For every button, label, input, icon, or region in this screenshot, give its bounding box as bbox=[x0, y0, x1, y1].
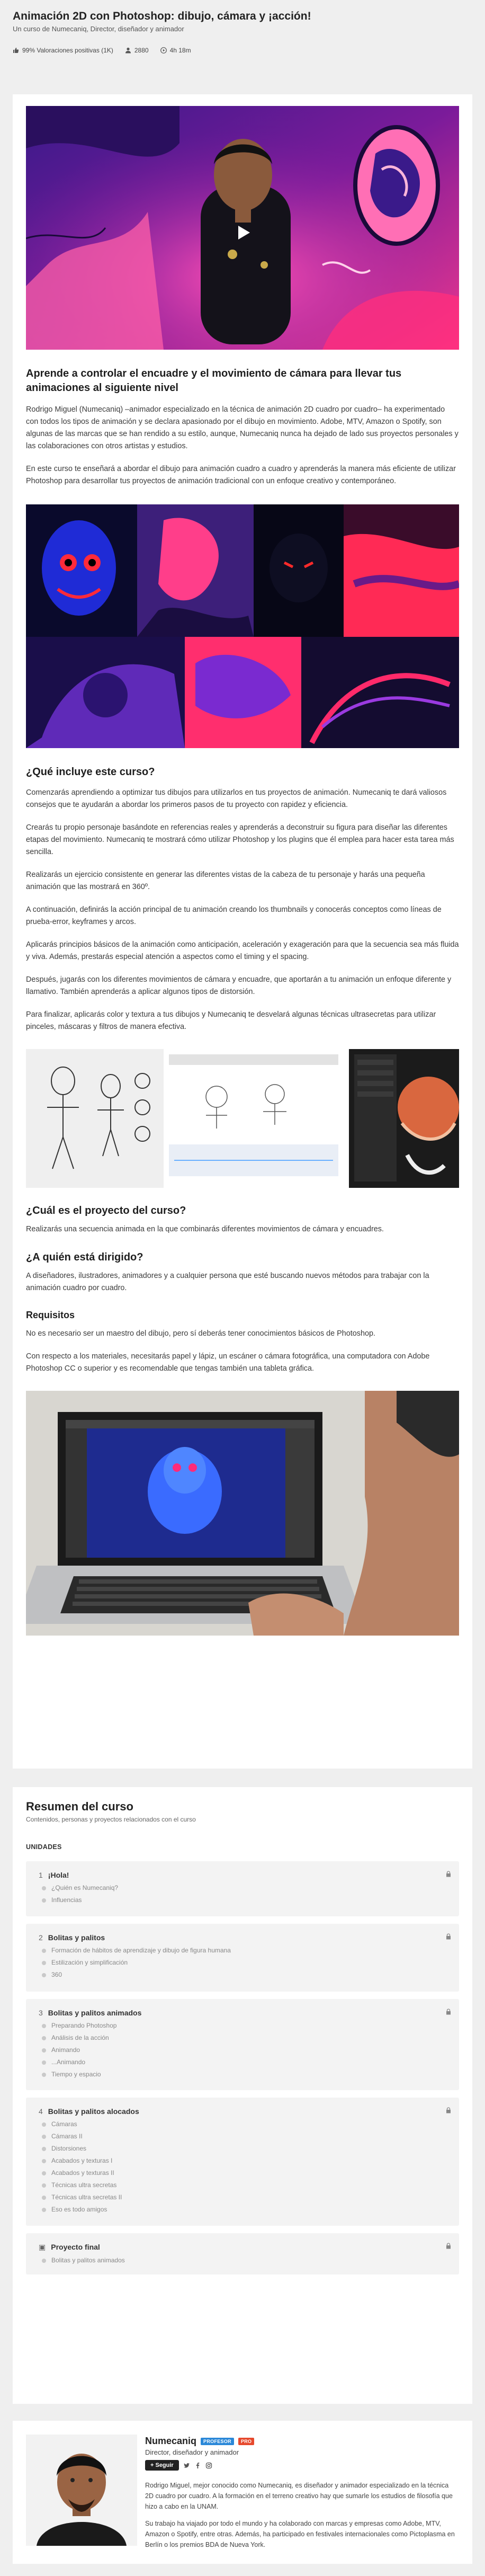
unit-name: Proyecto final bbox=[51, 2243, 100, 2251]
includes-paragraph-6: Después, jugarás con los diferentes movimientos de cámara y encuadre, que aportarán a tu animación un enfoque diferente y llamativo. También aprenderás a aplicar algunos tipos de distorsión. bbox=[26, 975, 452, 996]
lesson-item[interactable]: Cámaras bbox=[39, 2120, 446, 2128]
lesson-item[interactable]: ¿Quién es Numecaniq? bbox=[39, 1884, 446, 1891]
lock-icon bbox=[445, 1933, 452, 1940]
includes-paragraph-4: A continuación, definirás la acción principal de tu animación creando los thumbnails y conocerás conceptos como líneas de prueba-error, keyframes y arcos. bbox=[26, 905, 442, 926]
audience-text: A diseñadores, ilustradores, animadores y a cualquier persona que esté buscando nuevos métodos para trabajar con la animación cuadro por cuadro. bbox=[26, 1272, 429, 1292]
requirements-paragraph-1: No es necesario ser un maestro del dibujo, pero sí deberás tener conocimientos básicos de Photoshop. bbox=[26, 1329, 375, 1338]
process-illustration bbox=[26, 1049, 459, 1188]
project-icon: ▣ bbox=[39, 2243, 46, 2251]
lesson-item[interactable]: Bolitas y palitos animados bbox=[39, 2257, 446, 2264]
intro-heading: Aprende a controlar el encuadre y el movimiento de cámara para llevar tus animaciones al siguiente nivel bbox=[26, 368, 402, 394]
lock-icon bbox=[445, 2009, 452, 2015]
follow-button[interactable]: + Seguir bbox=[145, 2460, 179, 2471]
laptop-illustration bbox=[26, 1391, 459, 1636]
students-stat bbox=[125, 47, 149, 54]
process-image bbox=[26, 1049, 459, 1188]
unit-number: 2 bbox=[39, 1933, 43, 1942]
ratings-text: 99% Valoraciones positivas (1K) bbox=[22, 47, 113, 54]
unit-name: ¡Hola! bbox=[48, 1871, 69, 1879]
unit-number: 1 bbox=[39, 1871, 43, 1879]
unit-name: Bolitas y palitos alocados bbox=[48, 2107, 139, 2116]
unit-title bbox=[39, 2009, 446, 2017]
lesson-item[interactable]: Influencias bbox=[39, 1896, 446, 1904]
unit-title bbox=[39, 2107, 446, 2116]
lesson-item[interactable]: Cámaras II bbox=[39, 2133, 446, 2140]
teacher-bio-1: Rodrigo Miguel, mejor conocido como Numecaniq, es diseñador y animador especializado en la técnica 2D cuadro por cuadro. A la formación en el terreno creativo hay que sumarle los estudios de filosofía que hizo a cabo en la UNAM. bbox=[145, 2482, 453, 2510]
course-summary-card bbox=[13, 1787, 472, 2404]
audience-heading: ¿A quién está dirigido? bbox=[26, 1251, 143, 1263]
user-icon bbox=[125, 47, 131, 54]
lesson-item[interactable]: Técnicas ultra secretas II bbox=[39, 2193, 446, 2201]
includes-paragraph-2: Crearás tu propio personaje basándote en referencias reales y aprenderás a deconstruir su figura para diseñar las diferentes etapas del movimiento. Numecaniq te mostrará cómo utilizar Photoshop y los plugins que él emplea para hacer esta tarea más sencilla. bbox=[26, 823, 454, 856]
teacher-name[interactable]: Numecaniq bbox=[145, 2436, 197, 2446]
unit-number: 3 bbox=[39, 2009, 43, 2017]
lesson-item[interactable]: Técnicas ultra secretas bbox=[39, 2181, 446, 2189]
lesson-item[interactable]: 360 bbox=[39, 1971, 446, 1978]
lesson-item[interactable]: Distorsiones bbox=[39, 2145, 446, 2152]
unit-4[interactable] bbox=[26, 2098, 459, 2226]
video-player[interactable] bbox=[26, 106, 459, 350]
final-project-unit[interactable] bbox=[26, 2233, 459, 2275]
course-description-card bbox=[13, 94, 472, 1769]
facebook-icon[interactable] bbox=[194, 2462, 201, 2469]
unit-title bbox=[39, 1871, 446, 1879]
thumbs-up-icon bbox=[13, 47, 19, 54]
includes-paragraph-3: Realizarás un ejercicio consistente en generar las diferentes vistas de la cabeza de tu personaje y harás una pequeña animación que las mostrará en 360º. bbox=[26, 870, 425, 891]
lesson-item[interactable]: Animando bbox=[39, 2046, 446, 2054]
duration-text: 4h 18m bbox=[169, 47, 191, 54]
lesson-item[interactable]: ...Animando bbox=[39, 2058, 446, 2066]
lesson-item[interactable]: Análisis de la acción bbox=[39, 2034, 446, 2041]
includes-paragraph-5: Aplicarás principios básicos de la animación como anticipación, aceleración y exageración para que la secuencia sea más fluida y viva. Además, prestarás especial atención a aspectos como el timing y el spacing. bbox=[26, 940, 459, 961]
play-icon[interactable] bbox=[236, 225, 252, 241]
teacher-badge: PROFESOR bbox=[201, 2438, 234, 2445]
project-text: Realizarás una secuencia animada en la que combinarás diferentes movimientos de cámara y encuadres. bbox=[26, 1225, 384, 1233]
course-title: Animación 2D con Photoshop: dibujo, cámara y ¡acción! bbox=[13, 10, 311, 22]
artwork-collage-image bbox=[26, 504, 459, 748]
unit-3[interactable] bbox=[26, 1999, 459, 2090]
teacher-role: Director, diseñador y animador bbox=[145, 2448, 239, 2456]
unit-number: 4 bbox=[39, 2107, 43, 2116]
requirements-paragraph-2: Con respecto a los materiales, necesitarás papel y lápiz, un escáner o cámara fotográfica, una computadora con Adobe Photoshop CC o superior y es recomendable que tengas también una tableta gráfica. bbox=[26, 1352, 430, 1373]
unit-2[interactable] bbox=[26, 1924, 459, 1992]
lesson-item[interactable]: Estilización y simplificación bbox=[39, 1959, 446, 1966]
includes-heading: ¿Qué incluye este curso? bbox=[26, 766, 155, 778]
summary-subtitle: Contenidos, personas y proyectos relacionados con el curso bbox=[26, 1816, 196, 1823]
requirements-heading: Requisitos bbox=[26, 1310, 75, 1320]
intro-paragraph-1: Rodrigo Miguel (Numecaniq) –animador especializado en la técnica de animación 2D cuadro por cuadro– ha experimentado con todos los tipos de animación y se declara apasionado por el dibujo en movimiento. Adobe, MTV, Amazon o Spotify, son algunas de las marcas que se han rendido a su estilo, aunque, Numecaniq nunca ha dejado de lado sus proyectos personales y las colaboraciones con otros artistas y estudios. bbox=[26, 405, 459, 450]
teacher-card bbox=[13, 2421, 472, 2564]
includes-paragraph-1: Comenzarás aprendiendo a optimizar tus dibujos para utilizarlos en tus proyectos de animación. Numecaniq te dará valiosos consejos que te ayudarán a abordar los primeros pasos de tu proyecto con rapidez y eficiencia. bbox=[26, 788, 447, 809]
project-heading: ¿Cuál es el proyecto del curso? bbox=[26, 1205, 186, 1216]
play-circle-icon bbox=[160, 47, 167, 54]
duration-stat bbox=[160, 47, 191, 54]
course-subtitle: Un curso de Numecaniq, Director, diseñador y animador bbox=[13, 25, 184, 33]
collage-illustration bbox=[26, 504, 459, 748]
instagram-icon[interactable] bbox=[205, 2462, 212, 2469]
unit-title bbox=[39, 1933, 446, 1942]
teacher-avatar[interactable] bbox=[26, 2435, 137, 2546]
unit-1[interactable] bbox=[26, 1861, 459, 1916]
unit-name: Bolitas y palitos animados bbox=[48, 2009, 142, 2017]
pro-badge: PRO bbox=[238, 2438, 254, 2445]
unit-title bbox=[39, 2243, 446, 2252]
includes-paragraph-7: Para finalizar, aplicarás color y textura a tus dibujos y Numecaniq te desvelará algunas técnicas ultrasecretas para utilizar pinceles, máscaras y filtros de manera efectiva. bbox=[26, 1010, 436, 1031]
units-label: UNIDADES bbox=[26, 1843, 62, 1851]
teacher-name-row bbox=[145, 2436, 254, 2447]
teacher-actions bbox=[145, 2460, 212, 2471]
lesson-item[interactable]: Eso es todo amigos bbox=[39, 2206, 446, 2213]
lesson-item[interactable]: Formación de hábitos de aprendizaje y dibujo de figura humana bbox=[39, 1947, 446, 1954]
ratings-stat bbox=[13, 47, 113, 54]
intro-paragraph-2: En este curso te enseñará a abordar el dibujo para animación cuadro a cuadro y aprenderás la manera más eficiente de utilizar Photoshop para desarrollar tus proyectos de animación tradicional con un enfoque creativo y contemporáneo. bbox=[26, 465, 456, 485]
students-count: 2880 bbox=[134, 47, 149, 54]
course-stats bbox=[13, 47, 472, 54]
course-header bbox=[0, 0, 485, 69]
lesson-item[interactable]: Acabados y texturas II bbox=[39, 2169, 446, 2177]
unit-name: Bolitas y palitos bbox=[48, 1933, 105, 1942]
teacher-bio-2: Su trabajo ha viajado por todo el mundo y ha colaborado con marcas y empresas como Adobe, MTV, Amazon o Spotify, entre otras. Además, ha participado en festivales internacionales como Pictoplasma en Berlín o los premios BDA de Nueva York. bbox=[145, 2520, 455, 2548]
twitter-icon[interactable] bbox=[183, 2462, 190, 2469]
lock-icon bbox=[445, 1871, 452, 1877]
lock-icon bbox=[445, 2243, 452, 2249]
summary-title: Resumen del curso bbox=[26, 1800, 133, 1813]
laptop-photo bbox=[26, 1391, 459, 1636]
lesson-item[interactable]: Tiempo y espacio bbox=[39, 2071, 446, 2078]
lesson-item[interactable]: Preparando Photoshop bbox=[39, 2022, 446, 2029]
lesson-item[interactable]: Acabados y texturas I bbox=[39, 2157, 446, 2164]
lock-icon bbox=[445, 2107, 452, 2113]
